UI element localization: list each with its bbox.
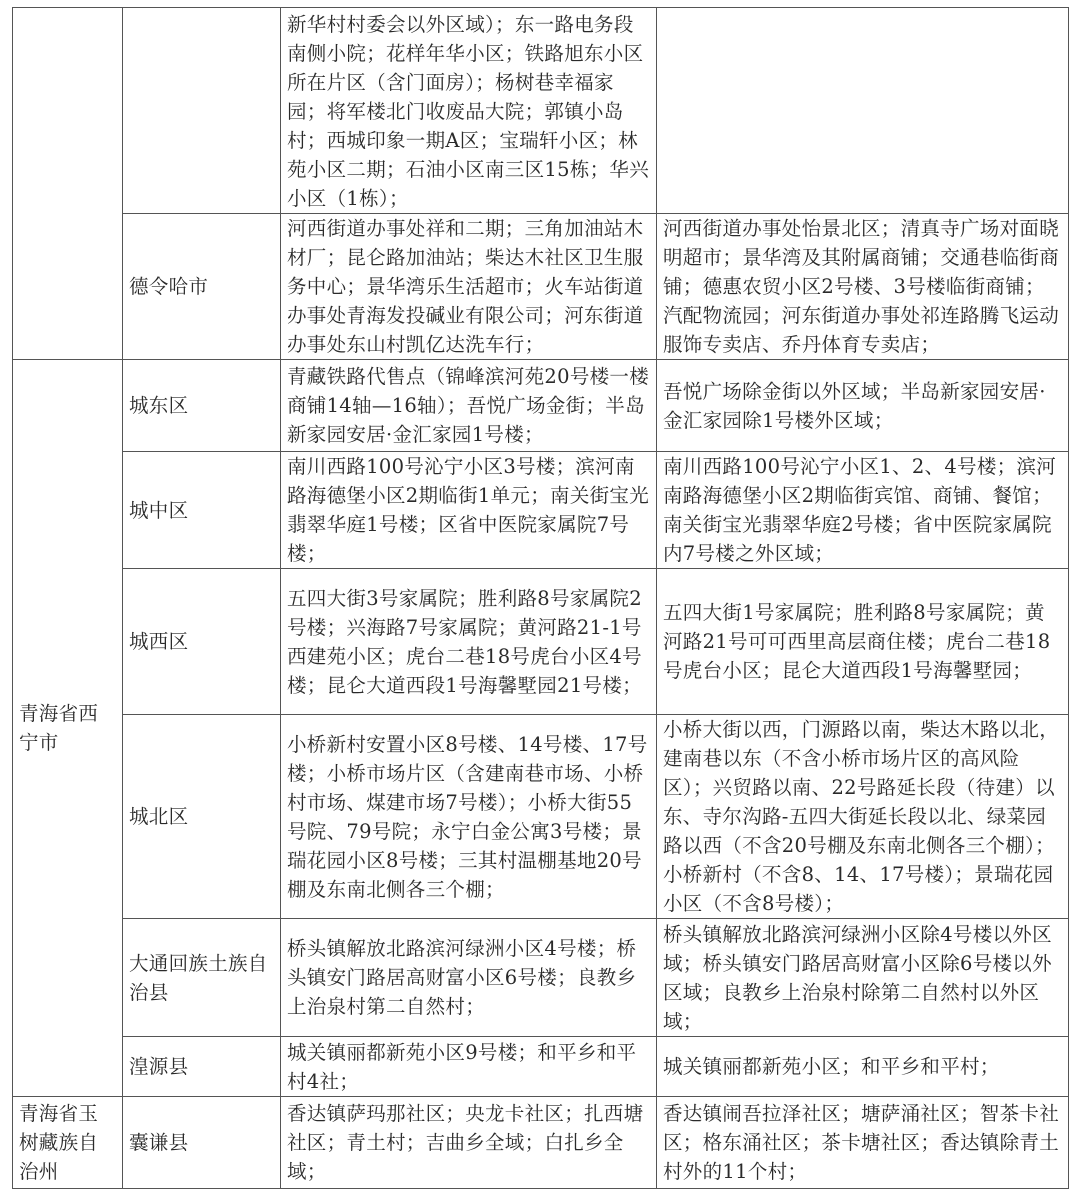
city-cell: 囊谦县 (123, 1097, 281, 1189)
city-cell: 湟源县 (123, 1037, 281, 1097)
low-risk-cell: 香达镇闹吾拉泽社区；塘萨涌社区；智茶卡社区；格东涌社区；茶卡塘社区；香达镇除青土村外的11个村； (657, 1097, 1069, 1189)
table-row (13, 1097, 1069, 1189)
table-row (13, 8, 1069, 214)
province-cell (13, 8, 123, 360)
medium-risk-cell: 小桥新村安置小区8号楼、14号楼、17号楼；小桥市场片区（含建南巷市场、小桥村市场、煤建市场7号楼）；小桥大街55号院、79号院；永宁白金公寓3号楼；景瑞花园小区8号楼；三其村温棚基地20号棚及东南北侧各三个棚； (281, 715, 657, 919)
risk-zone-table (12, 7, 1069, 1189)
table-row (13, 1037, 1069, 1097)
table-row (13, 569, 1069, 715)
low-risk-cell: 河西街道办事处怡景北区；清真寺广场对面晓明超市；景华湾及其附属商铺；交通巷临街商铺；德惠农贸小区2号楼、3号楼临街商铺；汽配物流园；河东街道办事处祁连路腾飞运动服饰专卖店、乔丹体育专卖店； (657, 214, 1069, 360)
medium-risk-cell: 香达镇萨玛那社区；央龙卡社区；扎西塘社区；青土村；吉曲乡全域；白扎乡全域； (281, 1097, 657, 1189)
low-risk-cell: 五四大街1号家属院；胜利路8号家属院；黄河路21号可可西里高层商住楼；虎台二巷18号虎台小区；昆仑大道西段1号海馨墅园； (657, 569, 1069, 715)
table-row (13, 452, 1069, 569)
table-row (13, 360, 1069, 452)
city-cell: 德令哈市 (123, 214, 281, 360)
table-row (13, 919, 1069, 1037)
city-cell: 城北区 (123, 715, 281, 919)
city-cell: 大通回族土族自治县 (123, 919, 281, 1037)
medium-risk-cell: 新华村村委会以外区域）；东一路电务段南侧小院；花样年华小区；铁路旭东小区所在片区（含门面房）；杨树巷幸福家园；将军楼北门收废品大院；郭镇小岛村；西城印象一期A区；宝瑞轩小区；林苑小区二期；石油小区南三区15栋；华兴小区（1栋）； (281, 8, 657, 214)
city-cell: 城中区 (123, 452, 281, 569)
medium-risk-cell: 河西街道办事处祥和二期；三角加油站木材厂；昆仑路加油站；柴达木社区卫生服务中心；景华湾乐生活超市；火车站街道办事处青海发投碱业有限公司；河东街道办事处东山村凯亿达洗车行； (281, 214, 657, 360)
low-risk-cell: 吾悦广场除金街以外区域；半岛新家园安居·金汇家园除1号楼外区域； (657, 360, 1069, 452)
low-risk-cell: 城关镇丽都新苑小区；和平乡和平村； (657, 1037, 1069, 1097)
province-cell: 青海省西宁市 (13, 360, 123, 1097)
medium-risk-cell: 南川西路100号沁宁小区3号楼；滨河南路海德堡小区2期临街1单元；南关街宝光翡翠华庭1号楼；区省中医院家属院7号楼； (281, 452, 657, 569)
medium-risk-cell: 五四大街3号家属院；胜利路8号家属院2号楼；兴海路7号家属院；黄河路21-1号西建苑小区；虎台二巷18号虎台小区4号楼；昆仑大道西段1号海馨墅园21号楼； (281, 569, 657, 715)
table-row (13, 715, 1069, 919)
medium-risk-cell: 城关镇丽都新苑小区9号楼；和平乡和平村4社； (281, 1037, 657, 1097)
medium-risk-cell: 青藏铁路代售点（锦峰滨河苑20号楼一楼商铺14轴—16轴）；吾悦广场金街；半岛新家园安居·金汇家园1号楼； (281, 360, 657, 452)
low-risk-cell: 小桥大街以西，门源路以南，柴达木路以北，建南巷以东（不含小桥市场片区的高风险区）；兴贸路以南、22号路延长段（待建）以东、寺尔沟路-五四大街延长段以北、绿菜园路以西（不含20号棚及东南北侧各三个棚）；小桥新村（不含8、14、17号楼）；景瑞花园小区（不含8号楼）； (657, 715, 1069, 919)
city-cell: 城西区 (123, 569, 281, 715)
table-row (13, 214, 1069, 360)
province-cell: 青海省玉树藏族自治州 (13, 1097, 123, 1189)
medium-risk-cell: 桥头镇解放北路滨河绿洲小区4号楼；桥头镇安门路居高财富小区6号楼；良教乡上治泉村第二自然村； (281, 919, 657, 1037)
city-cell (123, 8, 281, 214)
low-risk-cell: 桥头镇解放北路滨河绿洲小区除4号楼以外区域；桥头镇安门路居高财富小区除6号楼以外区域；良教乡上治泉村除第二自然村以外区域； (657, 919, 1069, 1037)
low-risk-cell: 南川西路100号沁宁小区1、2、4号楼；滨河南路海德堡小区2期临街宾馆、商铺、餐馆；南关街宝光翡翠华庭2号楼；省中医院家属院内7号楼之外区域； (657, 452, 1069, 569)
city-cell: 城东区 (123, 360, 281, 452)
low-risk-cell (657, 8, 1069, 214)
